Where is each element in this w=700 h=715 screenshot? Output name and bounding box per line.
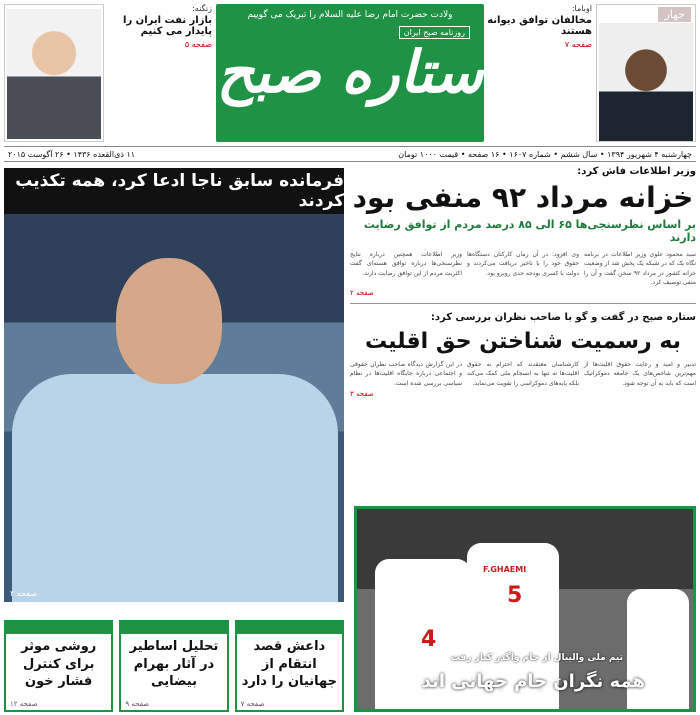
divider: [350, 303, 696, 304]
brand-tag: جهار: [658, 7, 691, 22]
dateline-issue: چهارشنبه ۴ شهریور ۱۳۹۴ • سال ششم • شماره ۱۶۰۷ • ۱۶ صفحه • قیمت ۱۰۰۰ تومان: [398, 149, 692, 159]
face-shape: [116, 258, 222, 384]
dateline-dates: ۱۱ ذی‌القعده ۱۴۳۶ • ۲۶ آگوست ۲۰۱۵: [8, 149, 136, 159]
newspaper-logo: [216, 4, 484, 142]
volleyball-photo[interactable]: [354, 506, 696, 712]
sport-headline: همه نگران جام جهانی اند: [421, 671, 645, 692]
bottom-teaser-boxes: [4, 620, 344, 712]
masthead: [0, 0, 700, 148]
story-subhead: بر اساس نظرسنجی‌ها ۶۵ الی ۸۵ درصد مردم از توافق رضایت دارند: [363, 218, 696, 244]
uniform-shape: [12, 374, 338, 602]
teaser-box-myths[interactable]: [119, 620, 228, 712]
teaser-box-health[interactable]: [4, 620, 113, 712]
teaser-box-isis[interactable]: [235, 620, 344, 712]
story2-kicker: ستاره صبح در گفت و گو با صاحب نظران بررسی کرد:: [430, 312, 696, 324]
teaser-box-title: تحلیل اساطیر در آثار بهرام بیضایی: [129, 639, 219, 690]
obama-photo-box: [596, 4, 696, 142]
right-column: [350, 166, 696, 398]
left-teaser[interactable]: [108, 4, 212, 49]
photo-page-ref: صفحه ۲: [10, 589, 38, 598]
story-paragraph: وزیر اطلاعات همچنین درباره نتایج نظرسنجی‌ها درباره توافق هسته‌ای گفت اکثریت مردم از این توافق رضایت دارند.: [350, 251, 462, 277]
right-teaser[interactable]: [474, 4, 592, 49]
story-page-ref: صفحه ۲: [350, 289, 374, 298]
logo-subtitle: روزنامه صبح ایران: [399, 26, 470, 39]
story2-headline[interactable]: به رسمیت شناختن حق اقلیت: [365, 329, 681, 355]
left-teaser-headline: بازار نفت ایران را پایدار می کنیم: [123, 15, 212, 37]
left-teaser-page: صفحه ۵: [184, 40, 212, 49]
dateline: [4, 146, 696, 162]
story2-paragraph: کارشناسان معتقدند که احترام به حقوق اقلیت‌ها نه تنها به انسجام ملی کمک می‌کند بلکه پایه‌های دموکراسی را تقویت می‌نماید.: [467, 361, 579, 387]
story2-page-ref: صفحه ۳: [350, 390, 374, 399]
teaser-box-page: صفحه ۱۲: [10, 699, 38, 708]
story-kicker: وزیر اطلاعات فاش کرد:: [577, 166, 696, 177]
story-headline[interactable]: خزانه مرداد ۹۲ منفی بود: [352, 181, 694, 214]
right-teaser-page: صفحه ۷: [564, 40, 592, 49]
obama-photo: [599, 23, 693, 141]
story2-body: [350, 360, 696, 388]
logo-motto: ولادت حضرت امام رضا علیه السلام را تبریک می گوییم: [247, 10, 453, 20]
story2-paragraph: در این گزارش دیدگاه صاحب نظران حقوقی و اجتماعی درباره جایگاه اقلیت‌ها در نظام سیاسی بررسی شده است.: [350, 361, 462, 387]
logo-text: ستاره صبح: [216, 38, 484, 106]
jersey-number: 4: [421, 627, 437, 652]
police-commander-photo: [4, 214, 344, 602]
story2-paragraph: تدبیر و امید و رعایت حقوق اقلیت‌ها از مهم‌ترین شاخص‌های یک جامعه دموکراتیک است که باید به آن توجه شود.: [584, 361, 696, 387]
story-paragraph: سید محمود علوی وزیر اطلاعات در برنامه نگاه یک که در شبکه یک پخش شد از وضعیت خزانه کشور در مرداد ۹۲ سخن گفت و آن را منفی توصیف کرد.: [584, 251, 696, 286]
zanganeh-photo: [7, 9, 101, 139]
zanganeh-photo-box: [4, 4, 104, 142]
left-main-headline[interactable]: فرمانده سابق ناجا ادعا کرد، همه تکذیب کردند: [4, 168, 344, 214]
jersey-number: 5: [507, 583, 523, 608]
sport-page-ref: صفحه ۱۵: [653, 696, 685, 705]
story-paragraph: وی افزود: در آن زمان کارکنان دستگاه‌ها حقوق خود را با تاخیر دریافت می‌کردند و دولت با کسری بودجه جدی روبرو بود.: [467, 251, 579, 277]
teaser-box-page: صفحه ۷: [240, 699, 265, 708]
player-shape: [627, 589, 689, 712]
teaser-box-page: صفحه ۹: [125, 699, 150, 708]
story-body: [350, 250, 696, 287]
sport-kicker: تیم ملی والیبال از جام واگذر کنار رفت: [450, 653, 623, 663]
jersey-name: F.GHAEMI: [483, 565, 527, 574]
teaser-box-title: روشی موثر برای کنترل فشار خون: [21, 639, 97, 690]
teaser-box-title: داعش قصد انتقام از جهانیان را دارد: [241, 639, 337, 690]
right-teaser-label: اوباما:: [571, 4, 592, 13]
left-teaser-label: زنگنه:: [192, 4, 212, 13]
right-teaser-headline: مخالفان توافق دیوانه هستند: [487, 15, 592, 37]
